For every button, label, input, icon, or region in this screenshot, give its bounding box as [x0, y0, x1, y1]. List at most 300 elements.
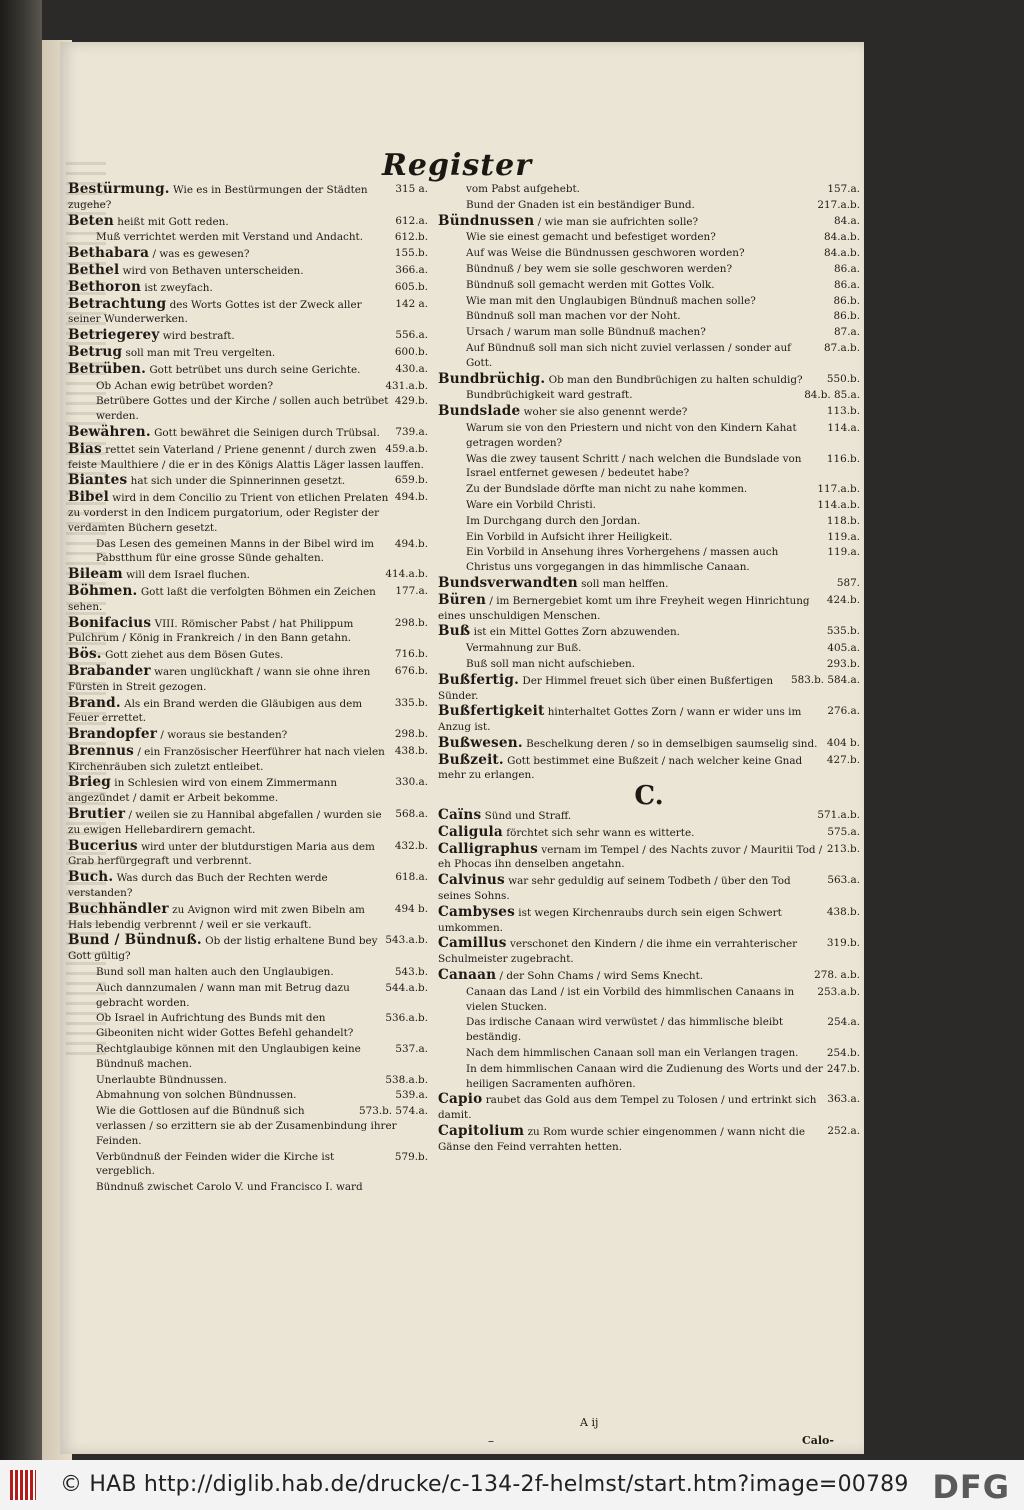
entry-text: Bund der Gnaden ist ein beständiger Bund.	[466, 198, 695, 211]
index-entry	[438, 576, 860, 592]
entry-text: Bündnuß soll gemacht werden mit Gottes Volk.	[466, 278, 715, 291]
entry-text: waren unglückhaft / wann sie ohne ihren Fürsten in Streit gezogen.	[68, 665, 371, 693]
index-entry	[68, 1073, 428, 1088]
index-entry	[438, 514, 860, 529]
index-entry	[438, 825, 860, 841]
entry-text: Muß verrichtet werden mit Verstand und Andacht.	[96, 231, 364, 244]
entry-text: Gott laßt die verfolgten Böhmen ein Zeichen sehen.	[68, 585, 376, 613]
entry-headword: Bibel	[68, 489, 109, 506]
entry-headword: Beten	[68, 212, 114, 229]
entry-reference: 86.a.	[833, 262, 860, 275]
entry-text: Gott bewähret die Seinigen durch Trübsal.	[154, 426, 380, 439]
index-entry	[68, 839, 428, 870]
index-entry	[438, 421, 860, 451]
index-entry	[438, 936, 860, 967]
entry-reference: 414.a.b.	[385, 568, 428, 581]
entry-headword: Bucerius	[68, 837, 138, 854]
entry-reference: 86.b.	[833, 310, 860, 323]
left-column	[68, 182, 428, 1196]
entry-reference: 543.a.b.	[385, 934, 428, 947]
right-column	[438, 182, 860, 1156]
entry-text: soll man mit Treu vergelten.	[125, 346, 276, 359]
book-page	[60, 42, 864, 1454]
entry-reference: 404 b.	[826, 736, 860, 749]
entry-headword: Brutier	[68, 806, 126, 823]
index-entry	[438, 372, 860, 388]
entry-reference: 113.b.	[826, 405, 860, 418]
index-entry	[438, 657, 860, 672]
entry-text: Canaan das Land / ist ein Vorbild des himmlischen Canaans in vielen Stucken.	[466, 985, 795, 1013]
entry-reference: 438.b.	[826, 905, 860, 918]
entry-reference: 405.a.	[827, 642, 860, 655]
index-entry	[438, 214, 860, 230]
index-entry	[68, 1150, 428, 1180]
entry-headword: Buchhändler	[68, 900, 169, 917]
entry-headword: Bußzeit.	[438, 751, 504, 768]
entry-text: / der Sohn Chams / wird Sems Knecht.	[499, 970, 704, 983]
entry-text: hinterhaltet Gottes Zorn / wann er wider uns im Anzug ist.	[438, 706, 802, 734]
entry-text: Auf Bündnuß soll man sich nicht zuviel verlassen / sonder auf Gott.	[466, 341, 792, 369]
entry-reference: 84.b. 85.a.	[804, 389, 860, 402]
entry-reference: 157.a.	[827, 183, 860, 195]
index-entry	[438, 530, 860, 545]
entry-text: Nach dem himmlischen Canaan soll man ein Verlangen tragen.	[466, 1047, 799, 1060]
entry-text: / woraus sie bestanden?	[160, 729, 288, 742]
entry-headword: Bileam	[68, 566, 123, 583]
entry-text: rettet sein Vaterland / Priene genennt / durch zwen feiste Maulthiere / die er in des Königs Alattis Läger lassen lauffen.	[68, 443, 424, 471]
entry-headword: Capitolium	[438, 1123, 525, 1140]
entry-reference: 366.a.	[395, 263, 428, 276]
entry-reference: 84.a.b.	[824, 247, 860, 260]
index-entry	[68, 362, 428, 378]
index-entry	[438, 985, 860, 1015]
entry-reference: 254.a.	[827, 1016, 860, 1029]
entry-text: Bundbrüchigkeit ward gestraft.	[466, 389, 633, 402]
entry-reference: 494 b.	[394, 902, 428, 915]
entry-text: Zu der Bundslade dörfte man nicht zu nahe kommen.	[466, 483, 748, 496]
entry-text: woher sie also genennt werde?	[523, 406, 688, 419]
entry-headword: Böhmen.	[68, 582, 138, 599]
entry-reference: 659.b.	[394, 474, 428, 487]
entry-reference: 536.a.b.	[385, 1012, 428, 1025]
entry-text: VIII. Römischer Pabst / hat Philippum Pulchrum / König in Frankreich / in den Bann getahn.	[68, 617, 354, 645]
entry-reference: 335.b.	[394, 696, 428, 709]
entry-text: Gott betrübet uns durch seine Gerichte.	[149, 363, 361, 376]
entry-headword: Büren	[438, 591, 487, 608]
entry-headword: Betrüben.	[68, 360, 147, 377]
catchword: Calo-	[802, 1434, 834, 1447]
entry-text: Verbündnuß der Feinden wider die Kirche ist vergeblich.	[96, 1150, 335, 1178]
entry-headword: Brennus	[68, 742, 135, 759]
index-entry	[68, 981, 428, 1011]
entry-headword: Betrug	[68, 343, 123, 360]
index-entry	[68, 263, 428, 279]
page-dash: –	[488, 1434, 494, 1448]
entry-reference: 217.a.b.	[817, 198, 860, 211]
entry-reference: 254.b.	[826, 1047, 860, 1060]
entry-reference: 87.a.b.	[824, 341, 860, 354]
entry-text: In dem himmlischen Canaan wird die Zudienung des Worts und der heiligen Sacramenten aufhören.	[466, 1062, 823, 1090]
index-entry	[68, 1104, 428, 1148]
index-entry	[68, 214, 428, 230]
entry-text: Ein Vorbild in Ansehung ihres Vorhergehens / massen auch Christus uns vorgegangen in das himmlische Canaan.	[466, 546, 779, 574]
entry-reference: 579.b.	[394, 1150, 428, 1163]
entry-text: des Worts Gottes ist der Zweck aller seiner Wunderwerken.	[68, 298, 362, 326]
entry-reference: 612.b.	[394, 231, 428, 244]
entry-headword: Bundslade	[438, 403, 521, 420]
index-entry	[438, 873, 860, 904]
footer-bar	[0, 1460, 1024, 1510]
entry-headword: Bündnussen	[438, 212, 535, 229]
entry-text: vernam im Tempel / des Nachts zuvor / Mauritii Tod / eh Phocas ihn denselben angetahn.	[438, 843, 823, 871]
index-entry	[438, 309, 860, 324]
entry-headword: Calvinus	[438, 872, 505, 889]
index-entry	[438, 388, 860, 403]
entry-headword: Betriegerey	[68, 327, 160, 344]
dfg-logo: DFG	[932, 1468, 1010, 1506]
footer-credit[interactable]: © HAB http://diglib.hab.de/drucke/c-134-2f-helmst/start.htm?image=00789	[60, 1472, 909, 1497]
index-entry	[438, 1046, 860, 1061]
entry-text: Auch dannzumalen / wann man mit Betrug dazu gebracht worden.	[96, 981, 350, 1009]
entry-text: Rechtglaubige können mit den Unglaubigen keine Bündnuß machen.	[96, 1043, 361, 1070]
index-entry	[68, 1088, 428, 1103]
index-entry	[68, 379, 428, 394]
entry-reference: 587.	[836, 576, 860, 589]
entry-reference: 539.a.	[395, 1089, 428, 1102]
entry-text: / was es gewesen?	[152, 248, 250, 261]
entry-headword: Bonifacius	[68, 614, 152, 631]
entry-reference: 298.b.	[394, 616, 428, 629]
entry-headword: Buch.	[68, 869, 114, 886]
entry-reference: 494.b.	[394, 491, 428, 504]
entry-text: Unerlaubte Bündnussen.	[96, 1073, 227, 1086]
entry-text: in Schlesien wird von einem Zimmermann angezündet / damit er Arbeit bekomme.	[68, 777, 338, 805]
entry-text: förchtet sich sehr wann es witterte.	[506, 826, 695, 839]
entry-headword: Bös.	[68, 646, 102, 663]
index-entry	[68, 807, 428, 838]
entry-text: Abmahnung von solchen Bündnussen.	[96, 1089, 297, 1102]
index-entry	[68, 744, 428, 775]
entry-text: will dem Israel fluchen.	[126, 569, 250, 582]
entry-text: wird unter der blutdurstigen Maria aus dem Grab herfürgegraft und verbrennt.	[68, 840, 375, 868]
entry-reference: 538.a.b.	[385, 1073, 428, 1086]
index-entry	[438, 1124, 860, 1155]
index-entry	[68, 182, 428, 213]
index-entry	[68, 1042, 428, 1072]
entry-text: Ob der listig erhaltene Bund bey Gott gültig?	[68, 935, 378, 963]
index-entry	[438, 294, 860, 309]
entry-text: / ein Französischer Heerführer hat nach vielen Kirchenräuben sich zuletzt entleibet.	[68, 745, 385, 773]
entry-reference: 618.a.	[395, 871, 428, 884]
entry-text: Ware ein Vorbild Christi.	[466, 498, 596, 511]
entry-text: / wie man sie aufrichten solle?	[537, 215, 699, 228]
entry-text: Im Durchgang durch den Jordan.	[466, 514, 641, 527]
index-entry	[438, 182, 860, 197]
index-entry	[438, 704, 860, 735]
entry-reference: 556.a.	[395, 329, 428, 342]
entry-headword: Bundbrüchig.	[438, 370, 546, 387]
entry-reference: 438.b.	[394, 744, 428, 757]
entry-reference: 716.b.	[394, 648, 428, 661]
index-entry	[68, 696, 428, 727]
entry-reference: 155.b.	[394, 247, 428, 260]
entry-reference: 573.b. 574.a.	[358, 1105, 428, 1118]
entry-headword: Caïns	[438, 807, 482, 824]
entry-reference: 293.b.	[826, 657, 860, 670]
entry-reference: 119.a.	[827, 546, 860, 559]
entry-headword: Brand.	[68, 694, 121, 711]
index-entry	[438, 545, 860, 575]
index-entry	[68, 490, 428, 535]
entry-headword: Bund / Bündnuß.	[68, 932, 202, 949]
entry-headword: Bethabara	[68, 245, 150, 262]
entry-headword: Betrachtung	[68, 295, 167, 312]
entry-headword: Bußwesen.	[438, 734, 523, 751]
entry-headword: Bußfertig.	[438, 671, 520, 688]
index-entry	[438, 278, 860, 293]
entry-text: Gott ziehet aus dem Bösen Gutes.	[105, 649, 284, 662]
index-entry	[68, 280, 428, 296]
entry-text: Ursach / warum man solle Bündnuß machen?	[466, 326, 706, 339]
index-entry	[68, 870, 428, 901]
entry-text: Wie man mit den Unglaubigen Bündnuß machen solle?	[466, 294, 756, 307]
entry-headword: Canaan	[438, 967, 497, 984]
index-entry	[438, 624, 860, 640]
entry-headword: Camillus	[438, 935, 507, 952]
entry-text: Gott bestimmet eine Bußzeit / nach welcher keine Gnad mehr zu erlangen.	[438, 754, 803, 782]
entry-reference: 432.b.	[394, 839, 428, 852]
entry-text: Wie es in Bestürmungen der Städten zugehe?	[68, 184, 368, 211]
entry-headword: Bußfertigkeit	[438, 703, 545, 720]
entry-headword: Biantes	[68, 472, 128, 489]
index-entry	[68, 965, 428, 980]
index-entry	[68, 1180, 428, 1195]
entry-text: verschonet den Kindern / die ihme ein verrahterischer Schulmeister zugebracht.	[438, 938, 798, 966]
entry-reference: 431.a.b.	[385, 379, 428, 392]
index-entry	[438, 1062, 860, 1092]
entry-text: war sehr geduldig auf seinem Todbeth / über den Tod seines Sohns.	[438, 875, 791, 903]
index-entry	[68, 1011, 428, 1041]
entry-text: Beschelkung deren / so in demselbigen saumselig sind.	[526, 737, 818, 750]
entry-reference: 278. a.b.	[814, 969, 860, 982]
index-entry	[68, 473, 428, 489]
entry-reference: 177.a.	[395, 584, 428, 597]
entry-text: Bündnuß soll man machen vor der Noht.	[466, 310, 681, 323]
entry-headword: Bestürmung.	[68, 181, 170, 197]
entry-headword: Bethel	[68, 261, 120, 278]
entry-reference: 330.a.	[395, 776, 428, 789]
book-spine	[0, 0, 42, 1460]
index-entry	[438, 325, 860, 340]
entry-reference: 86.b.	[833, 294, 860, 307]
index-entry	[438, 673, 860, 704]
entry-reference: 429.b.	[394, 395, 428, 408]
entry-text: vom Pabst aufgehebt.	[466, 183, 580, 195]
entry-reference: 612.a.	[395, 214, 428, 227]
entry-reference: 315 a.	[395, 183, 428, 195]
entry-reference: 571.a.b.	[817, 809, 860, 822]
entry-reference: 84.a.b.	[824, 231, 860, 244]
entry-text: wird bestraft.	[162, 330, 235, 343]
entry-headword: Brandopfer	[68, 726, 158, 743]
entry-reference: 575.a.	[827, 825, 860, 838]
page-title: Register	[382, 148, 533, 183]
entry-text: raubet das Gold aus dem Tempel zu Tolosen / und ertrinkt sich damit.	[438, 1094, 817, 1122]
entry-reference: 119.a.	[827, 530, 860, 543]
entry-text: Als ein Brand werden die Gläubigen aus dem Feuer errettet.	[68, 697, 363, 725]
entry-reference: 247.b.	[826, 1062, 860, 1075]
index-entry	[438, 246, 860, 261]
entry-reference: 676.b.	[394, 664, 428, 677]
entry-text: Ob Achan ewig betrübet worden?	[96, 379, 274, 392]
index-entry	[438, 404, 860, 420]
index-entry	[438, 262, 860, 277]
entry-text: Vermahnung zur Buß.	[466, 642, 582, 655]
entry-reference: 142 a.	[395, 297, 428, 310]
entry-reference: 430.a.	[395, 362, 428, 375]
entry-text: Betrübere Gottes und der Kirche / sollen auch betrübet werden.	[96, 395, 389, 423]
entry-reference: 605.b.	[394, 280, 428, 293]
entry-reference: 544.a.b.	[385, 981, 428, 994]
index-entry	[68, 584, 428, 615]
entry-headword: Buß	[438, 623, 471, 640]
index-entry	[68, 246, 428, 262]
entry-text: ist wegen Kirchenraubs durch sein eigen Schwert umkommen.	[438, 906, 782, 934]
entry-reference: 118.b.	[826, 514, 860, 527]
entry-reference: 86.a.	[833, 278, 860, 291]
signature-mark: A ij	[580, 1416, 599, 1429]
index-entry	[68, 537, 428, 567]
index-entry	[438, 452, 860, 482]
entry-text: Wie die Gottlosen auf die Bündnuß sich verlassen / so erzittern sie ab der Zusamenbindung ihrer Feinden.	[96, 1105, 397, 1147]
entry-reference: 537.a.	[395, 1043, 428, 1056]
index-entry	[438, 482, 860, 497]
index-entry	[68, 442, 428, 473]
index-entry	[68, 775, 428, 806]
entry-reference: 114.a.	[827, 421, 860, 434]
index-entry	[68, 297, 428, 328]
entry-reference: 213.b.	[826, 842, 860, 855]
entry-text: Das Lesen des gemeinen Manns in der Bibel wird im Pabstthum für eine grosse Sünde gehalten.	[96, 537, 375, 565]
entry-headword: Calligraphus	[438, 840, 538, 857]
entry-reference: 459.a.b.	[385, 442, 428, 455]
entry-reference: 87.a.	[833, 326, 860, 339]
entry-reference: 117.a.b.	[817, 483, 860, 496]
entry-reference: 252.a.	[827, 1125, 860, 1138]
entry-reference: 535.b.	[826, 625, 860, 638]
index-entry	[68, 328, 428, 344]
index-entry	[438, 753, 860, 784]
entry-text: hat sich under die Spinnerinnen gesetzt.	[130, 475, 346, 488]
section-letter-c: C.	[634, 781, 664, 812]
index-entry	[68, 425, 428, 441]
entry-headword: Bias	[68, 440, 102, 457]
entry-text: ist zweyfach.	[144, 281, 213, 294]
entry-text: Ob man den Bundbrüchigen zu halten schuldig?	[548, 373, 803, 386]
index-entry	[68, 230, 428, 245]
entry-text: / weilen sie zu Hannibal abgefallen / wurden sie zu ewigen Hellebardirern gemacht.	[68, 809, 382, 836]
entry-text: Bund soll man halten auch den Unglaubigen.	[96, 966, 334, 979]
entry-headword: Capio	[438, 1091, 483, 1108]
hab-logo-icon	[10, 1470, 36, 1500]
entry-reference: 363.a.	[827, 1093, 860, 1106]
index-entry	[68, 902, 428, 933]
index-entry	[68, 616, 428, 647]
entry-reference: 116.b.	[826, 452, 860, 465]
entry-headword: Bundsverwandten	[438, 574, 578, 591]
index-entry	[68, 664, 428, 695]
entry-text: Wie sie einest gemacht und befestiget worden?	[466, 231, 716, 244]
entry-text: ist ein Mittel Gottes Zorn abzuwenden.	[473, 626, 680, 639]
entry-text: heißt mit Gott reden.	[117, 215, 229, 228]
entry-text: Auf was Weise die Bündnussen geschworen worden?	[466, 247, 745, 260]
entry-text: Was durch das Buch der Rechten werde verstanden?	[68, 872, 328, 900]
entry-reference: 114.a.b.	[817, 498, 860, 511]
entry-text: Was die zwey tausent Schritt / nach welchen die Bundslade von Israel entfernet gewesen / bedeutet habe?	[466, 452, 802, 480]
index-entry	[438, 842, 860, 873]
index-entry	[438, 968, 860, 984]
entry-reference: 568.a.	[395, 808, 428, 821]
entry-headword: Bewähren.	[68, 423, 151, 440]
entry-text: Ob Israel in Aufrichtung des Bunds mit den Gibeoniten nicht wider Gottes Befehl gehandelt?	[96, 1012, 354, 1040]
index-entry	[438, 198, 860, 213]
entry-text: Bündnuß zwischet Carolo V. und Francisco I. ward	[96, 1181, 363, 1194]
index-entry	[438, 230, 860, 245]
entry-headword: Bethoron	[68, 278, 142, 295]
entry-text: wird von Bethaven unterscheiden.	[122, 264, 304, 277]
entry-text: Warum sie von den Priestern und nicht von den Kindern Kahat getragen worden?	[466, 421, 797, 449]
entry-headword: Brabander	[68, 662, 151, 679]
entry-reference: 739.a.	[395, 425, 428, 438]
entry-reference: 424.b.	[826, 593, 860, 606]
index-entry	[438, 641, 860, 656]
index-entry	[438, 1092, 860, 1123]
entry-reference: 583.b. 584.a.	[790, 673, 860, 686]
entry-text: / im Bernergebiet komt um ihre Freyheit wegen Hinrichtung eines unschuldigen Menschen.	[438, 594, 810, 622]
index-entry	[68, 727, 428, 743]
entry-text: Bündnuß / bey wem sie solle geschworen werden?	[466, 262, 733, 275]
entry-reference: 494.b.	[394, 537, 428, 550]
index-entry	[68, 394, 428, 424]
index-entry	[438, 905, 860, 936]
index-entry	[68, 567, 428, 583]
entry-reference: 543.b.	[394, 966, 428, 979]
index-entry	[438, 1015, 860, 1045]
index-entry	[438, 593, 860, 624]
entry-reference: 427.b.	[826, 753, 860, 766]
entry-reference: 563.a.	[827, 874, 860, 887]
entry-text: Das irdische Canaan wird verwüstet / das himmlische bleibt beständig.	[466, 1016, 784, 1044]
entry-text: Sünd und Straff.	[484, 810, 572, 823]
entry-headword: Brieg	[68, 774, 111, 791]
index-entry	[68, 647, 428, 663]
entry-text: Buß soll man nicht aufschieben.	[466, 657, 636, 670]
index-entry	[68, 933, 428, 964]
entry-reference: 600.b.	[394, 345, 428, 358]
index-entry	[68, 345, 428, 361]
entry-reference: 298.b.	[394, 728, 428, 741]
entry-text: zu Rom wurde schier eingenommen / wann nicht die Gänse den Feind verrahten hetten.	[438, 1126, 805, 1153]
entry-reference: 276.a.	[827, 705, 860, 718]
index-entry	[438, 341, 860, 371]
index-entry	[438, 736, 860, 752]
index-entry	[438, 498, 860, 513]
entry-text: Ein Vorbild in Aufsicht ihrer Heiligkeit.	[466, 530, 673, 543]
entry-headword: Cambyses	[438, 903, 515, 920]
entry-reference: 253.a.b.	[817, 985, 860, 998]
entry-text: Der Himmel freuet sich über einen Bußfertigen Sünder.	[438, 674, 774, 702]
entry-text: soll man helffen.	[581, 577, 669, 590]
